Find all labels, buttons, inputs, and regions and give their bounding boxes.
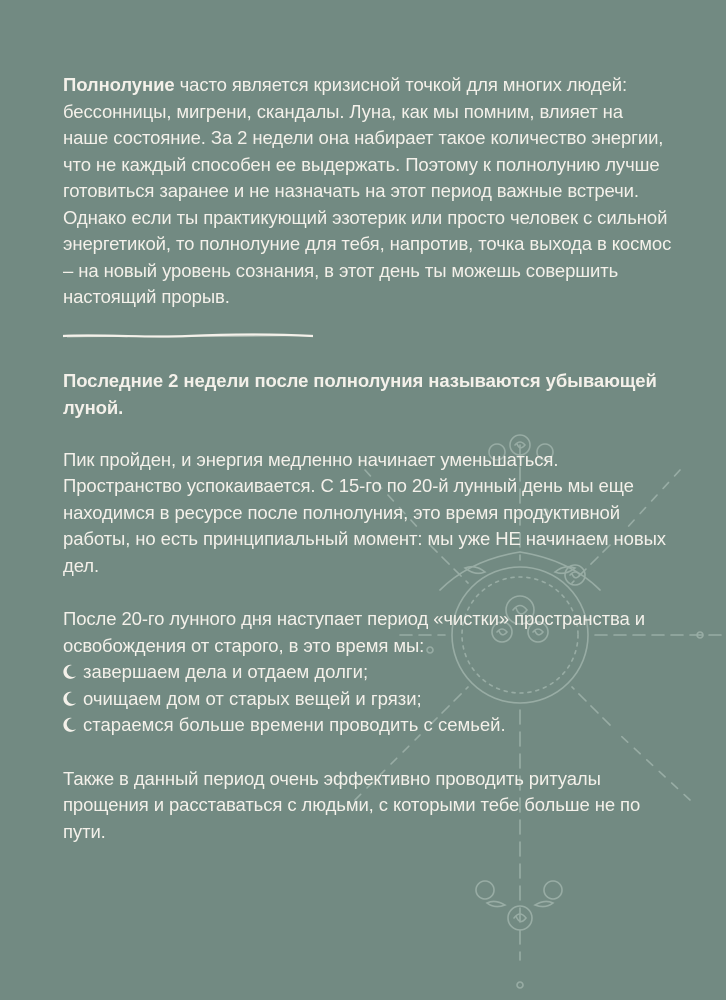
- paragraph-forgiveness: Также в данный период очень эффективно проводить ритуалы прощения и расставаться с людьми, с которыми тебе больше не по пути.: [63, 767, 641, 842]
- intro-paragraph: [63, 72, 673, 311]
- list-item: [63, 712, 673, 739]
- cleansing-list: [63, 659, 673, 739]
- crescent-moon-icon: [63, 717, 77, 733]
- intro-bold-term: Полнолуние: [63, 74, 175, 95]
- list-item-text: очищаем дом от старых вещей и грязи;: [83, 687, 422, 709]
- section-heading: Последние 2 недели после полнолуния называются убывающей луной.: [63, 369, 657, 418]
- list-item-text: завершаем дела и отдаем долги;: [83, 661, 369, 682]
- intro-text: часто является кризисной точкой для многих людей: бессонницы, мигрени, скандалы. Луна, как мы помним, влияет на наше состояние. За 2 недели она набирает такое количество энергии, что не каждый способен ее выдержать. Поэтому к полнолунию лучше готовиться заранее и не назначать на этот период важные встречи. Однако если ты практикующий эзотерик или просто человек с сильной энергетикой, то полнолуние для тебя, напротив, точка выхода в космос – на новый уровень сознания, в этот день ты можешь совершить настоящий прорыв.: [63, 74, 672, 307]
- list-item: [63, 659, 673, 686]
- crescent-moon-icon: [63, 664, 77, 680]
- paragraph-cleansing: После 20-го лунного дня наступает период «чистки» пространства и освобождения от старого, в это время мы:: [63, 608, 645, 656]
- cleansing-section: [63, 606, 673, 739]
- page-content: [63, 72, 673, 845]
- list-item-text: стараемся больше времени проводить с семьей.: [83, 714, 506, 735]
- paragraph-peak: Пик пройден, и энергия медленно начинает уменьшаться. Пространство успокаивается. С 15-го по 20-й лунный день мы еще находимся в ресурсе после полнолуния, это время продуктивной работы, но есть принципиальный момент: мы уже НЕ начинаем новых дел.: [63, 448, 666, 576]
- crescent-moon-icon: [63, 691, 77, 707]
- divider-line: [63, 331, 313, 341]
- list-item: [63, 686, 673, 713]
